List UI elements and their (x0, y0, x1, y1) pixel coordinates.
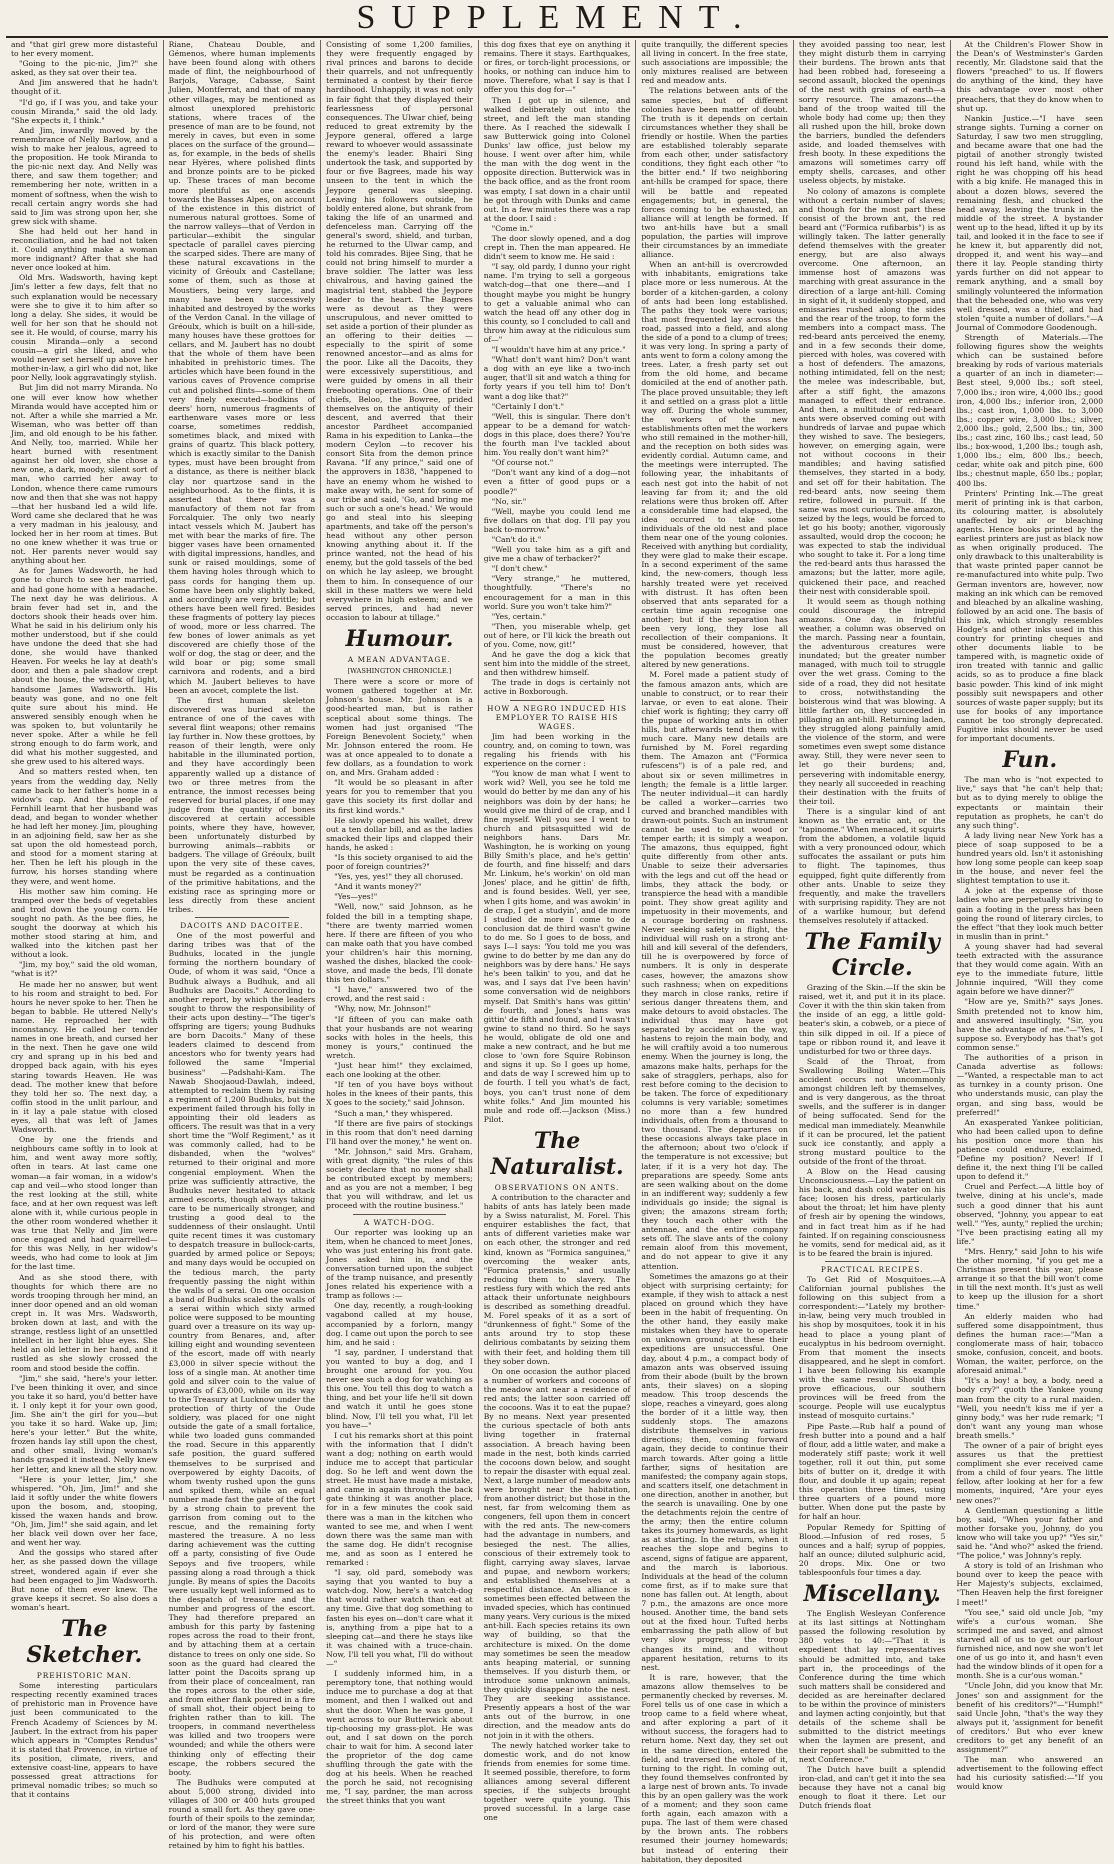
article-paragraph: An exasperated Yankee politician, who had been called upon to define his position once more than his patience could endure, exclaimed, "Define my position? Never! If I define it, the next thing I'll be called upon to defend it." (956, 1117, 1104, 1182)
article-paragraph: I cut his remarks short at this point with the information that I didn't want a dog; nothing on earth would induce me to accept that particular dog. So he left and went down the street. He must have made a mistake, and came in again through the back gate thinking it was another place, for in a few minutes the cook said there was a man in the kitchen who wanted to see me, and when I went down there was the same man with the same dog. He didn't recognise me, and as soon as I entered he remarked : (326, 1430, 473, 1567)
article-paragraph: The English Wesleyan Conference at its last sittings at Nottingham passed the following resolution by 380 votes to 40:—"That it is expedient that lay representatives should be admitted into, and take part in, the proceedings of the Conference during the time which such matters shall be considered and decided as are hereinafter declared to be within the province of ministers and laymen acting conjointly, but that details of the scheme shall be submitted to the district meetings when the laymen are present, and their report shall be submitted to the next Conference." (798, 1609, 946, 1764)
article-divider (353, 1214, 447, 1215)
article-paragraph: "And it wants money?" (334, 882, 422, 892)
article-paragraph: "If fifteen of you can make oath that your husbands are not wearing socks with holes in the heels, this money is yours," continued the wretch. (326, 1014, 473, 1060)
article-paragraph: One day, recently, a rough-looking vagabond called at my house, accompanied by a forlorn, mangy dog. I came out upon the porch to see him, and he said : (326, 1301, 473, 1347)
article-paragraph: He made her no answer, but went to his room and straight to bed. For hours he never spoke to her. Then he began to babble. He uttered Nelly's name. He reproached her with inconstancy. He called her tender names in one breath, and cursed her in the next. Then he gave one wild cry and sprang up in his bed and dropped back again, with his eyes staring towards Heaven. He was dead. The mother knew that before they told her so. The next day, a coffin stood in the unlit parlour, and in it lay a pale statue with closed eyes, all that was left of James Wadsworth. (11, 979, 158, 1135)
article-paragraph: "Don't want any kind of a dog—not even a fitter of good pups or a poodle?" (483, 468, 631, 496)
article-headline: A MEAN ADVANTAGE. (347, 655, 451, 664)
article-paragraph: As for James Wadsworth, he had gone to church to see her married, and had gone home with a headache. The next day he was delirious. A brain fever had set in, and the doctors shook their heads over him. What he said in his delirium only his mother understood, but if she could have undone the deed that she had done, she would have thanked Heaven. For weeks he lay at death's door, and then a pale shadow crept about the house, the wreck of light, handsome James Wadsworth. His beauty was gone, and no one felt quite sure about his mind. He answered sensibly enough when he was spoken to, but voluntarily he never spoke. After a while he fell strong enough to do farm work, and did what his mother suggested, and she grew used to his altered ways. (11, 566, 158, 767)
article-paragraph: "I say, pardner, I understand that you wanted to buy a dog, and I brought one around for you. You never see such a dog for watching as this one. You tell this dog to watch a thing, and bet your life he'll sit down and watch it until he goes stone blind. Now, I'll tell you what, I'll let you have—" (326, 1347, 473, 1430)
article-paragraph: Popular Remedy for Spitting of Blood.—Infusion of red roses, 5 ounces and a half; syrup of poppies, half an ounce; diluted sulphuric acid, 20 drops. Mix. One or two tablespoonfuls four times a day. (798, 1522, 946, 1577)
article-paragraph: "Come in." (491, 223, 533, 233)
article-paragraph: His mother saw him coming. He tramped over the beds of vegetables and trod down the young corn. He sought no path. As the bee flies, he sought the doorway at which his mother stood staring at him, and walked into the kitchen past her without a look. (11, 886, 158, 960)
article-paragraph: "Well, now," said Johnson, as he folded the bill in a tempting shape, "there are twenty married women here. If there are fifteen of you who can make oath that you have combed your children's hair this morning, washed the dishes, blacked the cook-stove, and made the beds, I'll donate this ten dollars." (326, 902, 473, 985)
article-paragraph: "Just hear him!" they exclaimed, each one looking at the other. (326, 1061, 473, 1080)
newspaper-column-1 (6, 40, 164, 1800)
article-paragraph: I suddenly informed him, in a peremptory tone, that nothing would induce me to purchase a dog at that moment, and then I walked out and shut the door. When he was gone, I went across to our Butterwick about tip-choosing my grass-plot. He was out, and I sat down on the porch chair to wait for him. A second later the proprietor of the dog came shuffling through the gate with the dog at his heels. When he reached the porch he said, not recognising me, "I say, pardner, the man across the street thinks that you want (326, 1669, 473, 1806)
article-paragraph: And he gave the dog a kick that sent him into the middle of the street, and then withdrew himself. (483, 650, 631, 678)
article-paragraph: "It's a boy! a boy, a body, need a body cry?" quoth the Yankee young man from the city to a rural maiden. "Well, you needn't kiss me if yer a ginny body," was her rude remark; "I don't want any young man whose breath smells." (956, 1376, 1104, 1440)
article-paragraph: And Jim answered that he hadn't thought of it. (11, 78, 158, 97)
article-paragraph: The Budhuks were computed at about 5,000 strong, divided into villages of 300 or 400 huts grouped round a small fort. As they gave one-fourth of their spoils to the zemindar, or lord of the manor, they were sure of his protection, and were often retained by him to fight his battles. (168, 1777, 316, 1851)
section-heading: Humour. (345, 626, 454, 652)
article-divider (195, 917, 289, 918)
article-paragraph: "I have," answered two of the crowd, and the rest said : (326, 985, 473, 1004)
article-paragraph: And the gossips who stared after her, as she passed down the village street, wondered again if ever she had been engaged to Jim Wadsworth. But none of them ever knew. The grave keeps it secret. So also does a woman's heart. (11, 1548, 158, 1612)
article-paragraph: A young shaver had had several teeth extracted with the assurance that they would come again. With an eye to the immediate future, little Johnnie inquired, "Will they come again before we have dinner?" (956, 941, 1104, 997)
section-heading: The Family Circle. (804, 929, 940, 982)
section-heading: The Sketcher. (26, 1616, 143, 1669)
article-paragraph: The man who is "not expected to live," says that "he can't help that; but as to dying merely to oblige the expectants or maintain their reputation as prophets, he can't do any such thing". (956, 775, 1104, 830)
article-paragraph: And so matters rested when, ten years from the wedding day, Nelly came back to her father's home in a widow's cap. And the people of Fernhill learnt that her husband was dead, and began to wonder whether he had left her money. Jim, ploughing in an adjoining field, saw her as she sat upon the old homestead porch, and stood for a moment staring at her. Then he left his plough in the furrow, his horses standing where they were, and went home. (11, 767, 158, 886)
article-paragraph: "You know de man what I went to work wid? Well, you see he told me would do better by me dan any of his neighbors was doin by der hans; he would give me third of de crap, and I fine myself. Well you see I went to church and pitsasquitted wid de neighbors hans. Dars Mr. Washington, he is working on young Billy Smith's place, and he's gettin' de fourth, and fine hisself; and dars Mr. Linkum, he's workin' on old man Jones' place, and he gittin' de fifth, and is found besides. Well, yer see, when I gits home, and was awokin' in de crap, I get a studyin', and de more I studied de more I come to de conclusion dat de third wasn't gwine to do me. So I goes to de boss, and says I—I says: 'You told me you was gwine to do better by me dan any do neighbors was by dere hans.' He says he's been talkin' to you, and dat he was, and I says dat I've been havin' some conversation wid de neighbors myself. Dat Smith's hans was gittin' de fourth, and Jones's hans was gittin' de fifth and found, and I wasn't gwine to stand no third. So he says he would, obligate de old one and make a new contract, and he but me close to 'own fore Squire Robinson and signs it up. So I goes up home, and dats de way I screwed him up to de fourth. I tell you what's de fact, boys, you can't trust none of dem white folks." And Jim mounted his mule and rode off.—Jackson (Miss.) Pilot. (483, 769, 631, 1124)
article-paragraph: There were a score or more of women gathered together at Mr. Johnson's house. Mr. Johnson is a good-hearted man, but is rather sceptical about some things. The women had just organised "The Foreign Benevolent Society," when Mr. Johnson entered the room. He was at once appealed to to donate a few dollars, as a foundation to work on, and Mrs. Graham added : (326, 677, 473, 778)
article-paragraph: "Why, now, Mr. Johnson!" (334, 1004, 432, 1014)
article-paragraph: "Well, this is singular. There don't appear to be a demand for watch-dogs in this place, does there? You're the fourth man I've tackled about him. You really don't want him?" (483, 411, 631, 458)
article-paragraph: Grazing of the Skin.—If the skin be raised, wet it, and put it in its place. Cover it with the thin skin taken from the inside of an egg, a little gold-beater's skin, a cobweb, or a piece of thin silk dipped in oil. If a piece of tape or ribbon round it, and leave it undisturbed for two or three days. (798, 983, 946, 1056)
article-paragraph: M. Forel made a patient study of the famous amazon ants, which are unable to construct, or to rear their larvae, or even to eat alone. Their chief work is fighting; they carry off the pupae of working ants in other hills, but afterwards tend them with much care. Many new details are furnished by M. Forel regarding them. The Amazon ant ("Formica rufescens") is of a pale red, and about six or seven millimetres in length; the female is a little larger. The neuter individual—it can hardly be called a worker—carries two curved and branched mandibles with drawn-out points. Such an instrument cannot be used to cut wood or temper earth; it is simply a weapon. The amazons, thus equipped, fight quite differently from other ants. Unable to seize their adversaries with the legs and cut off the head or limbs, they attack the body, or transpierce the head with a mandible point. They show great agility and impetuosity in their movements, and a courage bordering on rashness. Never seeking safety in flight, the individual will rush on a strong ant-hill and kill several of the defenders, till he is overpowered by force of numbers. It is only in desperate cases, however, the amazons show such rashness; when on expeditions they march in close ranks, retire if serious danger threatens them, and make detours to avoid obstacles. The individual thus may have got separated by accident on the way, hastens to rejoin the main body, and he will craftily avoid a too numerous enemy. When the journey is long, the amazons make halts, perhaps for the sake of stragglers, perhaps, also for rest before coming to the decision to be taken. The force of expeditionary columns is very variable; sometimes no more than a few hundred individuals, often from a thousand to two thousand. The departures on these occasions always take place in the afternoon; about two o'clock if the temperature is not excessive; but later, if it is a very hot day. The preparations are speedy. Some ants are seen walking about on the dome in an indifferent way; suddenly a few individuals go inside; the signal is given; the amazons stream forth; they touch each other with the antennae, and the entire company sets off. The slave ants of the colony remain aloof from this movement, and do not appear to give it any attention. (641, 670, 788, 1271)
article-paragraph: "Here is your letter, Jim," she whispered. "Oh, Jim, Jim!" and she laid it softly under the white flowers upon the bosom, and, stooping, kissed the waxen hands and brow. "Oh, Jim, Jim!" she said again, and let her black veil down over her face, and went her way. (11, 1474, 158, 1548)
article-paragraph: It would seem as though nothing could discourage the intrepid amazons. One day, in frightful weather, a column was observed on the march. Passing near a fountain, the adventurous creatures were inundated; but the greater number managed, with much toil to struggle over the wet grass. Coming to the side of a road, they did not hesitate to cross, notwithstanding the boisterous wind that was blowing. A little farther on, they succeeded in pillaging an ant-hill. Returning laden, they struggled along painfully amid the violence of the storm, and were sometimes even swept some distance away. Still, they were never seen to let go their burdens; and, persevering with indomitable energy, they nearly all succeeded in reaching their destination with the fruits of their toil. (798, 596, 946, 806)
article-paragraph: The trade in dogs is certainly not active in Boxborough. (483, 678, 631, 697)
article-paragraph: A lady living near New York has a piece of soap supposed to be a hundred years old. Isn't it astonishing how long some people can keep soap in the house, and never feel the slightest temptation to use it. (956, 830, 1104, 886)
article-paragraph: Old Mrs. Wadsworth, having kept Jim's letter a few days, felt that no such explanation would be necessary were she to give it to him after so long a delay. She sides, it would be well for her son that he should not see it. He would, of course, marry his cousin Miranda—only a second cousin—a girl she liked, and who would never set herself up above her mother-in-law, a girl who did not, like poor Nelly, look aggravatingly stylish. (11, 273, 158, 383)
article-paragraph: The relations between ants of the same species, but of different colonies have been matter of doubt. The truth is it depends on certain circumstances whether they shall be friendly or hostile. When the parties are established tolerably separate from each other, under satisfactory conditions, they fight each other "to the bitter end." If two neighboring ant-hills be cramped for space, there will be battle and repeated engagements; but, in general, the forces coming to be exhausted, an alliance will at length be formed. If two ant-hills have but a small population, the parties will improve their circumstances by an immediate alliance. (641, 86, 788, 260)
article-paragraph: Pipe Paste.—Rub half a pound of fresh butter into a pound and a half of flour, add a little water, and make a moderately stiff paste; work it well together, roll it out thin, put some bits of butter on it, dredge it with flour, and double it up again; repeat this operation three times, using three quarters of a pound more butter. When done put the paste by for half an hour. (798, 1421, 946, 1522)
article-paragraph: Jim had been working in the country, and, on coming to town, was regaling his friends with his experience on the corner : (483, 731, 631, 769)
article-paragraph: "I say, old pardy, I dunno your right name. I'm trying to sell a gorgeous watch-dog—that one there—and I thought maybe you might be hungry to get a valuable animal who can watch the head off any other dog in this county, so I concluded to call and throw him away at the ridiculous sum of—" (483, 262, 631, 344)
article-headline: OBSERVATIONS ON ANTS. (494, 1182, 620, 1192)
article-headline: [WASHINGTON CHRONICLE.] (347, 667, 452, 676)
article-headline: DACOITS AND DACOITEE. (180, 921, 304, 930)
article-paragraph: And as she stood there, with thoughts for which there are no words trooping through her mind, an inner door opened and an old woman crept in. It was Mrs. Wadsworth, broken down at last, and with the strange, restless light of an unsettled intellect in her light blue eyes. She held an old letter in her hand, and it rustled as she slowly crossed the room and stood beside the coffin. (11, 1272, 158, 1373)
article-paragraph: "Yes, certain." (491, 611, 546, 621)
article-paragraph: "I say, old pard, somebody was saying that you wanted to buy a watch-dog. Now, here's a watch-dog that would rather watch than eat at any time. Give that dog something to fasten his eyes on—don't care what it is, anything from a pipe hat to a sleeping cat—and there he stays like it was chained with a truce-chain. Now, I'll tell you what, I'll do without—" (326, 1568, 473, 1669)
article-paragraph: The newly hatched worker take to domestic work, and do not know friends from enemies for some time. It seemed possible, therefore, to form alliances among several different species, if the subjects brought together were quite young. This proved successful. In a large case one (483, 1740, 631, 1823)
article-divider (825, 1261, 919, 1262)
article-paragraph: "Such a man," they whispered. (334, 1108, 453, 1118)
article-paragraph: No colony of amazons is complete without a certain number of slaves; and though for the most part these consist of the brown ant, the red beard ant ("Formica rufibarbis") is as willingly taken. The latter generally defend themselves with the greater energy, but are also always overcome. One afternoon, an immense host of amazons was marching with great assurance in the direction of a large ant-hill. Coming in sight of it, it suddenly stopped, and emissaries rushed along the sides and the rear of the troop, to form the members into a compact mass. The red-beard ants perceived the enemy, and in a few seconds their dome, pierced with holes, was covered with a host of defenders. The amazons, nothing intimidated, fell on the nest; the melee was indescribable, but, after a stiff fight, the amazons managed to effect their entrance. And then, a multitude of red-beard ants were observed coming out with hundreds of larvae and pupae which they wished to save. The besiegers, however, on emerging again, were not without cocoons in their mandibles; and having satisfied themselves, they started in a body, and set off for their habitation. The red-beard ants, now seeing them retire, followed in pursuit. If the same was most curious. The amazon, seized by the legs, would be forced to let go his booty; another, vigorously assaulted, would drop the cocoon; he was expected to stab the individual who sought to take it. For a long time the red-beard ants thus harassed the amazons; but the latter, more agile, quickened their pace, and reached their nest with considerable spoil. (798, 186, 946, 596)
article-paragraph: "I wouldn't have him at any price." (491, 345, 626, 355)
article-paragraph: A Gentleman questioning a little boy, said, "When your father and mother forsake you, Johnny, do you know who will take you up?" "Yes sir," said he. "And who?" asked the friend. "The police," was Johnny's reply. (956, 1505, 1104, 1561)
article-paragraph: Scald of the Throat, from Swallowing Boiling Water.—This accident occurs not uncommonly amongst children left by themselves, and is very dangerous, as the throat swells, and the sufferer is in danger of being suffocated. Send for the medical man immediately. Meanwhile if it can be procured, let the patient suck ice constantly, and apply a strong mustard poultice to the outside of the front of the throat. (798, 1056, 946, 1166)
article-paragraph: they avoided passing too near, lest they might disturb them in carrying their burdens. The brown ants that had been robbed had, foreseeing a second assault, blocked the openings of the nest with grains of earth—a sorry resource. The amazons—the band of the troop waited till the whole body had come up; then they all rushed upon the hill, broke down the barriers, bundled the defenders aside, and loaded themselves with fresh booty. In these expeditions the amazons will sometimes carry off empty shells, carcases, and other useless objects, by mistake. (798, 40, 946, 186)
article-paragraph: "Well, maybe you could lend me five dollars on that dog. I'll pay you back to-morrow." (483, 506, 631, 534)
article-paragraph: The man who answered an advertisement to the following effect had his curiosity satisfied:—"If you would know (956, 1755, 1104, 1792)
article-paragraph: One of the most powerful and daring tribes was that of the Budhuks, located in the jungle forming the northern boundary of Oude, of whom it was said, "Once a Budhuk always a Budhuk, and all Budhuks are Dacoits." According to another report, by which the leaders sought to throw the responsibility of their acts upon destiny—"The tiger's offspring are tigers; young Budhuks are born Dacoits." Many of these leaders claimed to descend from ancestors who for twenty years had followed the same "Imperial business" —Padshahi-Kam. The Nawab Shoojaoud-Dawlah, indeed, attempted to reclaim them by raising a regiment of 1,200 Budhuks, but the experiment failed through his folly in appointing their old leaders as officers. The result was that in a very short time the "Wolf Regiment," as it was commonly called, had to be disbanded, when the "wolves" returned to their original and more congenial employment. When the prize was sufficiently attractive, the Budhuks never hesitated to attack armed escorts, though always taking care to be numerically stronger, and trusting a good deal to the suddenness of their onslaught. Until quite recent times it was customary to despatch treasure in bullock-carts, guarded by armed police or Sepoys; and many days would be occupied on the tedious march, the party frequently passing the night within the walls of a serai. On one occasion a band of Budhuks scaled the walls of a serai within which sixty armed police were supposed to be mounting guard over a treasure on its way up-country from Benares, and, after killing eight and wounding seventeen of the escort, made off with nearly £3,000 in silver specie without the loss of a single man. At another time gold and silver coin to the value of upwards of £3,000, while on its way to the Treasury at Lucknow under the protection of thirty of the Oude soldiery, was placed for one night outside the gate of a small fortalice, while two loaded guns commanded the road. Secure in this apparently safe position, the guard suffered themselves to be surprised and overpowered by eighty Dacoits, of whom twenty rushed upon the guns and spiked them, while an equal number made fast the gate of the fort by a strong chain to prevent the garrison from coming out to the rescue, and the remaining forty mastered the treasure. A no less daring achievement was the cutting off a party, consisting of five Oude Sepoys and five troopers, while passing along a road through a thick jungle. By means of spies the Dacoits were usually kept well informed as to the despatch of treasure and the number and progress of the escort. They had therefore prepared an ambush for this party by fastening ropes across the road to their front, and by attaching them at a certain distance to trees on only one side. So soon as the guard had cleared the latter point the Dacoits sprang up from their place of concealment, ran the ropes across to the other side, and from either flank poured in a fire of small shot, their object being to frighten rather than to kill. The troopers, in command nevertheless was killed and two troopers were wounded; and while the others were thinking only of effecting their escape, the robbers secured the booty. (168, 931, 316, 1777)
section-heading: Fun. (1002, 747, 1058, 774)
article-paragraph: "Yes—yes!" (334, 892, 378, 902)
article-paragraph: "Uncle John, did you know that Mr. Jones' son and assignment for the benefit of his creditors?"—"Humph!" said Uncle John, "that's the way they always put it, 'assignment for benefit of creditors.' But who ever knew creditors to get any benefit of an assignment?" (956, 1681, 1104, 1755)
article-paragraph: "Jim," she said, "here's your letter. I've been thinking it over, and since you take it so hard, you'd better have it. I only kept it for your own good, Jim. She ain't the girl for you—but you take it so hard. Wake up, Jim; here's your letter." But the white, frozen hands lay still upon the chest, and other small, living woman's hands grasped it instead. Nelly knew her letter, and knew all the story now. (11, 1373, 158, 1474)
article-paragraph: A Blow on the Head causing Unconsciousness.—Lay the patient on his back, and dash cold water on his face; loosen his dress, particularly about the throat; let him have plenty of fresh air by opening the windows, and in fact treat him as if he had fainted. If on regaining consciousness he vomits, send for medical aid, as it is to be feared the brain is injured. (798, 1166, 946, 1258)
article-paragraph: Our reporter was looking up an item, when he chanced to meet Jones, who was just entering his front gate. Jones asked him in, and the conversation turned upon the subject of the tramp nuisance, and presently Jones related his experience with a tramp as follows :— (326, 1227, 473, 1301)
masthead-rule (6, 36, 1108, 38)
article-paragraph: "Jim, my boy," said the old woman, "what is it?" (11, 960, 158, 979)
article-paragraph: "If there are five pairs of stockings in this room that don't need darning I'll hand over the money," he went on. (326, 1118, 473, 1146)
article-paragraph: A story is told of an Irishman who bound over to keep the peace with Her Majesty's subjects, exclaimed, "Then Heaven help the first foreigner I meet!" (956, 1561, 1104, 1607)
article-paragraph: "Going to the pic-nic, Jim?" she asked, as they sat over their tea. (11, 59, 158, 78)
article-paragraph: this dog fixes that eye on anything it remains. There it stays. Earthquakes, or fires, or torch-light processions, or hooks, or nothing can induce him to move. Therefore, what I say is that I offer you this dog for—" (483, 40, 631, 95)
article-paragraph: At the Children's Flower Show in the Dean's of Westminster's Garden recently, Mr. Gladstone said that the flowers "preached" to us. If flowers do anything of the kind, they have this advantage over most other preachers, that they do know when to shut up. (956, 40, 1104, 113)
newspaper-column-4 (479, 40, 637, 1823)
article-paragraph: "Can't do it." (491, 534, 542, 544)
article-paragraph: She had held out her hand in reconciliation, and he had not taken it. Could anything make a woman more indignant? After that she had never once looked at him. (11, 226, 158, 273)
article-paragraph: Nankin Justice.—"I have seen strange sights. Turning a corner on Saturday, I saw two men struggling, and became aware that one had the pigtail of another strongly twisted round his left hand, while with the right he was chopping off his head with a big knife. He managed this in about a dozen blows, severed the remaining flesh, and chucked the head away, leaving the trunk in the middle of the street. A bystander went up to the head, lifted it up by its tail, and looked it in the face to see if he knew it, but apparently did not, dropped it, and went his way—and there it lay. People standing thirty yards further on did not appear to remark anything, and a small boy smilingly volunteered the information that the beheaded one, who was very well dressed, was a thief, and had stolen "quite a number of dollars."—A Journal of Commodore Goodenough. (956, 113, 1104, 332)
article-paragraph: When an ant-hill is overcrowded with inhabitants, emigrations take place more or less numerous. At the border of a kitchen-garden, a colony of ants had been long established. The paths they took were various; that most frequented lay across the road, passed into a field, and along the side of a pond to a clump of trees; it was very long. In spring a party of ants went to form a colony among the trees. Later, a fresh party set out from the old home, and became domiciled at the end of another path. The place proved unsuitable; they left it and settled on a grass plot a little way off. During the whole summer, the workers of the new establishments often met the workers who still remained in the mother-hill, and the reception on both sides was evidently cordial. Autumn came, and the meetings were interrupted. The following year, the inhabitants of each nest got into the habit of not leaving far from it; and the old relations were thus broken off. After a considerable time had elapsed, the idea occurred to take some individuals of the old nest and place them near one of the young colonies. Received with anything but cordiality, they were glad to make their escape. In a second experiment of the same kind, the new-comers, though less harshly treated were yet received with distrust. It has often been observed that ants separated for a certain time again recognise one another; but if the separation has been very long, they lose all recollection of their companions. It must be considered, however, that the population becomes greatly altered by new generations. (641, 260, 788, 670)
article-paragraph: "Well you take him as a gift and give me a chaw of terbacker?" (483, 545, 631, 564)
article-paragraph: and "that girl grew more distasteful to her every moment. (11, 40, 158, 59)
article-paragraph: "I'd go, if I was you, and take your cousin Miranda," said the old lady. "She expects it, I think." (11, 97, 158, 125)
article-paragraph: He slowly opened his wallet, drew out a ten dollar bill, and as the ladies smacked their lips and clapped their hands, he asked : (326, 815, 473, 852)
article-paragraph: "No, sir." (491, 496, 527, 506)
article-paragraph: Then I got up in silence, and walked deliberately out into the street, and left the man standing there. As I reached the sidewalk I saw Butterwick going into Colonel Dunks' law office, just below my house. I went over after him, while the man with the dog went in the opposite direction. Butterwick was in the back office, and as the front room was empty, I sat down in a chair until he got through with Dunks and came out. In a few minutes there was a rap at the door. I said : (483, 95, 631, 223)
article-headline: PREHISTORIC MAN. (36, 1671, 132, 1681)
article-paragraph: An elderly maiden who had suffered some disappointment, thus defines the human race:—"Man a conglomerate mass of hair, tobacco smoke, confusion, conceit, and boots. Woman, the waiter, perforce, on the aforesaid animal." (956, 1311, 1104, 1376)
article-paragraph: "Mrs. Henry," said John to his wife the other morning, "if you get me a Christmas present this year, please arrange it so that the bill won't come in till the next month. It's just as well to keep up the illusion for a short time." (956, 1247, 1104, 1311)
article-paragraph: "It would be so pleasant in after years for you to remember that you gave this society its first dollar and its first kind words." (326, 778, 473, 815)
article-paragraph: "How are ye, Smith?" says Jones. Smith pretended not to know him, and answered insultingly, "Sir, you have the advantage of me."—"Yes, I suppose so. Everybody has that's got common sense." (956, 997, 1104, 1052)
article-paragraph: The owner of a pair of bright eyes assures us that the prettiest compliment she ever received came from a child of four years. The little fellow, after looking at her for a few moments, inquired, "Are your eyes new ones?" (956, 1440, 1104, 1505)
article-paragraph: The first human skeleton discovered was buried at the entrance of one of the caves with several flint weapons; other remains lay further in. Now these grottoes, by reason of their length, were only habitable in the illuminated portion, and they have accordingly been apparently walled up a distance of two or three metres from the entrance, the inmost recesses being reserved for burial places, if one may judge from the quantity of bones discovered at certain accessible points, where they have, however, been unfortunately disturbed by burrowing animals—rabbits or badgers. The village of Gréoulx, built upon the very site of these caves, must be regarded as a continuation of the primitive habitations, and the existing race as springing more or less directly from these ancient tribes. (168, 695, 316, 914)
article-paragraph: "I don't chew." (491, 564, 548, 574)
article-paragraph: "What! don't want him? Don't want a dog with an eye like a two-inch auger, that'll sit and watch a thing for forty years if you tell him to! Don't want a dog like that?" (483, 355, 631, 401)
article-paragraph: "You see," said old uncle Job, "my wife's a cur'ous woman. She scrimped me and saved, and almost starved all of us to get our parlour furnished nice, and now she won't let one of us go into it, and hasn't even had the window blinds of it open for a month. She is a cur'ous woman." (956, 1607, 1104, 1681)
newspaper-column-6 (794, 40, 952, 1811)
article-paragraph: To Get Rid of Mosquitoes.—A Californian journal publishes the following on this subject from a correspondent:—"Lately my brother-in-law, being very much troubled in his shop by mosquitoes, took it in his head to place a young plant of eucalyptus in his bedroom overnight. From that moment the insects disappeared, and he slept in comfort. I have been following his example with the same result. Should this prove efficacious, our southern provinces will be freed from the scourge. People will use eucalyptus instead of mosquito curtains." (798, 1275, 946, 1421)
article-paragraph: The authorities of a prison in Canada advertise as follows:—"Wanted, a respectable man to act as turnkey in a county prison. One who understands music, can play the organ, and sing bass, would be preferred!" (956, 1053, 1104, 1117)
article-paragraph: "Of course not." (491, 458, 554, 468)
article-paragraph: Sometimes the amazons go at their object with surprising certainty; for example, if they wish to attack a nest placed on ground which they have been in the habit of frequenting. On the other hand, they easily make mistakes when they have to operate on unknown ground; at these their expeditions are unsuccessful. One day, about 4 p.m., a compact body of amazon ants was observed issuing from their abode (built by the brown ants, their slaves) on a sloping meadow. This troop descends the slope, reaches a vineyard, goes along the border of it a little way, then suddenly stops. The amazons distribute themselves in various directions; then, coming forward again, they decide to continue their march towards. After going a little farther, signs of hesitation are manifested; the company again stops, and scatters itself, one detachment in one direction, another in another, but the search is unavailing. One by one the detachments rejoin the centre of the army; then the entire column takes its journey homewards, as light as at starting. In the return, when it reaches the slope and begins to ascend, signs of fatigue are apparent, and the march is laborious. Individuals at the head of the column come first, as if to make sure that none has fallen out. At length, about 7 p.m., the amazons are once more housed. Another time, the band sets out at the fixed hour. Tufted herbs embarrassing the path allow of but very slow progress; the troop changes its mind, and without apparent hesitation, returns to its nest. (641, 1271, 788, 1672)
article-paragraph: Riane, Chateau Double, and Gémenos, where human implements have been found along with others made of flint, the neighbourhood of Barjols, Varage, Cabasse, Saint Julien, Montferrat, and that of many other villages, may be mentioned as almost unexplored prehistoric stations, where traces of the presence of man are to be found, not merely in caves, but even in some places on the surface of the ground—as, for example, in the beds of shells near Hyères, where polished flints and bronze points are to be picked up. These traces of man become more plentiful as one ascends towards the Basses Alpes, on account of the existence in this district of numerous natural grottoes. Some of the narrow valleys—that of Verdon in particular—exhibit the singular spectacle of parallel caves piercing the scarped sides. There are many of these natural excavations in the vicinity of Gréoulx and Castellane; some of them, such as those at Moustiers, being very large, and many have been successively inhabited and destroyed by the works of the Verdon Canal. In the village of Gréoulx, which is built on a hill-side, many houses have these grottoes for cellars, and M. Jaubert has no doubt that the whole of them have been inhabited in prehistoric times. The articles which have been found in the various caves of Provence comprise cut and polished flints—some of them very finely executed—bodkins of deers' horn, numerous fragments of earthenware vases more or less coarse, sometimes reddish, sometimes black, and mixed with grains of quartz. This black pottery, which is exactly similar to the Danish types, must have been brought from a distance, as there is neither black clay nor quartzose sand in the neighbourhood. As to the flints, it is asserted that there was a manufactory of them not far from Forcalquier. The only two nearly intact vessels which M. Jaubert has met with bear the marks of fire. The bigger vases have been ornamented with digital impressions, handles, and sunk or raised mouldings, some of them having holes through which to pass cords for hanging them up. Some have been only slightly baked, and accordingly are very brittle; but others have been well fired. Besides these fragments of pottery lay pieces of wood, more or less charred. The few bones of lower animals as yet discovered are chiefly those of the wolf or dog, the stag or deer, and the wild boar or pig; some small carnivora and rodents, and a bird which M. Jaubert believes to have been an avocet, complete the list. (168, 40, 316, 695)
article-paragraph: quite tranquilly, the different species all living in concert. In the free state, such associations are impossible; the only mixtures realised are between red and meadow ants. (641, 40, 788, 86)
article-headline: PRACTICAL RECIPES. (820, 1264, 924, 1274)
masthead-title: SUPPLEMENT. (356, 0, 758, 36)
article-paragraph: Consisting of some 1,200 families, they were frequently engaged by rival princes and barons to decide their quarrels, and not unfrequently terminated a contest by their fierce hardihood. Unhappily, it was not only in fair fight that they displayed their fearlessness of personal consequences. The Ulwar chief, being reduced to great extremity by the Jeypore general, offered a large reward to whoever would assassinate the enemy's leader. Bhairi Sing undertook the task, and supported by four or five Bagrees, made his way unseen to the tent in which the Jeypore general was sleeping. Leaving his followers outside, he boldly entered alone, but shrank from taking the life of an unarmed and defenceless man. Carrying off the general's sword, shield, and turban, he returned to the Ulwar camp, and told his comrades. Bijee Sing, that he could not bring himself to murder a brave soldier. The latter was less chivalrous, and having gained the magistrial tent, stabbed the Jeypore leader to the heart. The Bagrees were as devout as they were unscrupulous, and never omitted to set aside a portion of their plunder as an offering to their deities —especially to the spirit of some renowned ancestor—and as alms for the poor. Like all the Dacoits, they were excessively superstitious, and were guided by omens in all their freebooting operations. One of their chiefs, Beloo, the Bowree, prided themselves on the antiquity of their descent, and averred that their ancestor Pardheet accompanied Rama in his expedition to Lanka—the modern Ceylon —to recover his consort Sita from the demon prince Ravana. "If any prince," said one of the approvers in 1838, "happened to have an enemy whom he wished to make away with, he sent for some of our tribe and said, 'Go, and bring me such or such a one's head.' We would go and steal into his sleeping apartments, and take off the person's head without any other person knowing anything about it. If the prince wanted, not the head of his enemy, but the gold tassels of the bed on which he lay asleep, we brought them to him. In consequence of our skill in these matters we were held everywhere in high esteem; and we served princes, and had never occasion to labour at tillage." (326, 40, 473, 622)
article-paragraph: Strength of Materials.—The following figures show the weights which can be sustained before breaking by rods of various materials a quarter of an inch in diameter:—Best steel, 9,000 lbs.; soft steel, 7,000 lbs.; iron wire, 4,000 lbs.; good iron, 4,000 lbs.; inferior iron, 2,000 lbs.; cast iron, 1,000 lbs. to 3,000 lbs.; copper wire, 3,000 lbs.; silver, 2,000 lbs.; gold, 2,500 lbs.; tin, 300 lbs.; cast zinc, 160 lbs.; cast lead, 50 lbs.; box-wood, 1,200 lbs.; tough ash, 1,000 lbs.; elm, 800 lbs.; beech, cedar, white oak and pitch pine, 600 lbs.; chestnut maple, 650 lbs.; poplar, 400 lbs. (956, 333, 1104, 488)
article-paragraph: The Dutch have built a splendid iron-clad, and can't get it into the sea because they have not a canal big enough to float it there. Let our Dutch friends float (798, 1764, 946, 1811)
article-paragraph: A contribution to the character and habits of ants has lately been made by a Swiss naturalist, M. Forel. This enquirer establishes the fact, that ants of different varieties make war on each other, the stronger and red kind, known as "Formica sanguinea," overcoming the weaker ants, "Formica pratensis," and usually reducing them to slavery. The restless fury with which the red ants attack their unfortunate neighbours is described as something dreadful. M. Forel speaks of it as a sort of "drunkenness of fight." Some of the ants around try to stop these delirious combatants by seizing them with their feet, and holding them till they sober down. (483, 1192, 631, 1366)
article-paragraph: "Yes, yes, yes!" they all chorused. (334, 872, 464, 882)
newspaper-column-5 (636, 40, 794, 1864)
article-paragraph: There is a singular kind of ant known as the erratic ant, or the "tapinome." When menaced, it squirts from the abdomen, a volatile liquid with a very pronounced odour, which suffocates the assailant or puts him to flight. The tapinomes, thus equipped, fight quite differently from other ants. Unable to seize they frequently, and make the travellers with surprising rapidity. They are not of a warlike humour, but defend themselves resolutely if attacked. (798, 806, 946, 925)
article-paragraph: But Jim did not marry Miranda. No one will ever know how whether Miranda would have accepted him or not. After a while she married a Mr. Wiseman, who was better off than Jim, and old enough to be his father. And Nelly, too, married. While her heart burned with resentment against her old lover, she chose a new one, a dark, moody, silent sort of man, who carried her away to London, whence there came rumours now and then that she was not happy—that her husband led a wild life. Word came she declared that he was a very madman in his jealousy, and locked her in her room at times. But no one knew whether it was true or not. Her parents never would say anything about her. (11, 383, 158, 566)
article-paragraph: "Very strange," he muttered, thoughtfully. "There's no encouragement for a man in this world. Sure you won't take him?" (483, 574, 631, 611)
article-paragraph: "Mr. Johnson," said Mrs. Graham, with great dignity, "the rules of this society declare that no money shall be contributed except by members; and as you are not a member, I beg that you will withdraw, and let us proceed with the routine business." (326, 1146, 473, 1211)
section-heading: Miscellany. (803, 1581, 941, 1608)
newspaper-column-3 (321, 40, 479, 1806)
article-paragraph: And Jim, inwardly moved by the remembrance of Nelly Barlow, and a wish to make her jealous, agreed to the proposition. He took Miranda to the pic-nic next day. And Nelly was there, and saw them together; and remembering her note, written in a moment of softness, when the wish to recall certain angry words she had said to Jim was strong upon her, she grew sick with shame. (11, 125, 158, 226)
newspaper-column-2 (164, 40, 322, 1851)
article-paragraph: The door slowly opened, and a dog crept in. Then the man appeared. He didn't seem to know me. He said : (483, 233, 631, 262)
section-heading: The Naturalist. (490, 1127, 624, 1180)
article-paragraph: "Then, you miserable whelp, get out of here, or I'll kick the breath out of you. Come, now, git!" (483, 621, 631, 649)
article-paragraph: Some interesting particulars respecting recently examined traces of prehistoric man in Provence have just been communicated to the French Academy of Sciences by M. Jaubert. In the extract from his paper which appears in "Comptes Rendus" it is stated that Provence, in virtue of its position, climate, rivers, and extensive coast-line, appears to have possessed great attractions for primeval nomadic tribes; so much so that it contains (11, 1681, 158, 1800)
article-divider (510, 700, 604, 701)
article-paragraph: "If ten of you have boys without holes in the knees of their pants, this X goes to the society," said Johnson. (326, 1080, 473, 1108)
article-paragraph: A joke at the expense of those ladies who are perpetually striving to gain a footing in the press has been going the round of literary circles, to the effect "that they look much better in muslin than in print." (956, 886, 1104, 941)
newspaper-column-7 (951, 40, 1108, 1792)
article-headline: HOW A NEGRO INDUCED HIS EMPLOYER TO RAISE HIS WAGES. (486, 703, 628, 731)
article-paragraph: One by one the friends and neighbours came softly in to look at him, and went away more softly, often in tears. At last came one woman—a fair woman, in a widow's cap and veil—who stood longer than the rest looking at the still, white face, and at her own request was left alone with it, while curious people in the other room wondered whether it was true that Nelly and Jim were once engaged and had quarrelled—for this was Nelly, in her widow's weeds, who had come to look at Jim for the last time. (11, 1135, 158, 1272)
article-headline: A WATCH-DOG. (363, 1217, 436, 1227)
article-paragraph: "Certainly I don't." (491, 401, 564, 411)
columns-container (6, 40, 1108, 1864)
article-paragraph: "Is this society organised to aid the poor of foreign countries?" (326, 852, 473, 872)
article-paragraph: Cruel and Perfect.—A little boy of twelve, dining at his uncle's, made such a good dinner that his aunt observed, "Johnny, you appear to eat well." "Yes, aunty," replied the urchin; "I've been practising eating all my life." (956, 1182, 1104, 1246)
article-paragraph: On one occasion the author placed a number of workers and cocoons of the meadow ant near a residence of red ants; the latter soon carried off the cocoons. Was it to eat the pupae? By no means. Next year presented the curious spectacle of both ants living together in fraternal association. A breach having been made in the nest, both kinds carried the cocoons down below, and sought to repair the disaster with equal zeal. Next, a large number of meadow ants were brought near the habitation, from another district; but those in the nest, far from welcoming them as congeners, fell upon them in concert with the red ants. The new-comers had the advantage in numbers, and besieged the nest. The allies, conscious of their extremely took to flight, carrying away slaves, larvae and pupae, and newborn workers; and established themselves at a respectful distance. An alliance is sometimes been effected between the invaded species, which has continued many years. Very curious is the mixed ant-hill. Each species retains its own way of building, so that the architecture is mixed. On the dome may sometimes be seen the meadow ants heaping material, or sunning themselves. If you disturb them, or introduce some unknown animals, they quickly disappear into the nest. They are seeking assistance. Presently appears a host of the war ants out of the burrow, in one direction, and the meadow ants do not join in it with the others. (483, 1366, 631, 1740)
article-paragraph: It is rare, however, that the amazons allow themselves to be permanently checked by reverses. M. Forel tells us of one case in which a troop came to a field where wheat, and after exploring a part of it without success, the foragers had to return home. Next day, they set out in the same direction, entered the field, and traversed the whole of it, turning to the right. In coming out, they found themselves confronted by a large nest of brown ants. To invade this by an open gallery was the work of a moment; and they soon came forth again, each amazon with a pupa. The last of them were chased by the brown ants. The robbers resumed their journey homewards; but instead of entering their habitation, they deposited (641, 1672, 788, 1864)
article-paragraph: Printers' Printing Ink.—The great merit of printing ink is that carbon, its colouring matter, is absolutely unaffected by air or bleaching agents. Hence books printed by the earliest printers are just as black now as when originally produced. The only drawback to this unalterability is that waste printed paper cannot be re-manufactured into white pulp. Two German inventors are, however, now making an ink which can be removed and bleached by an alkaline washing, followed by an acid one. The basis of this ink, which strongly resembles Hodge's and other inks used in this country for printing cheques and other documents liable to be tampered with, is magnetic oxide of iron treated with tannic and gallic acids, so as to produce a fine black basic powder. This kind of ink might possibly suit newspapers and other sources of waste paper supply; but its use for books of any importance cannot be too strongly deprecated. Fugitive inks should never be used for important documents. (956, 488, 1104, 744)
